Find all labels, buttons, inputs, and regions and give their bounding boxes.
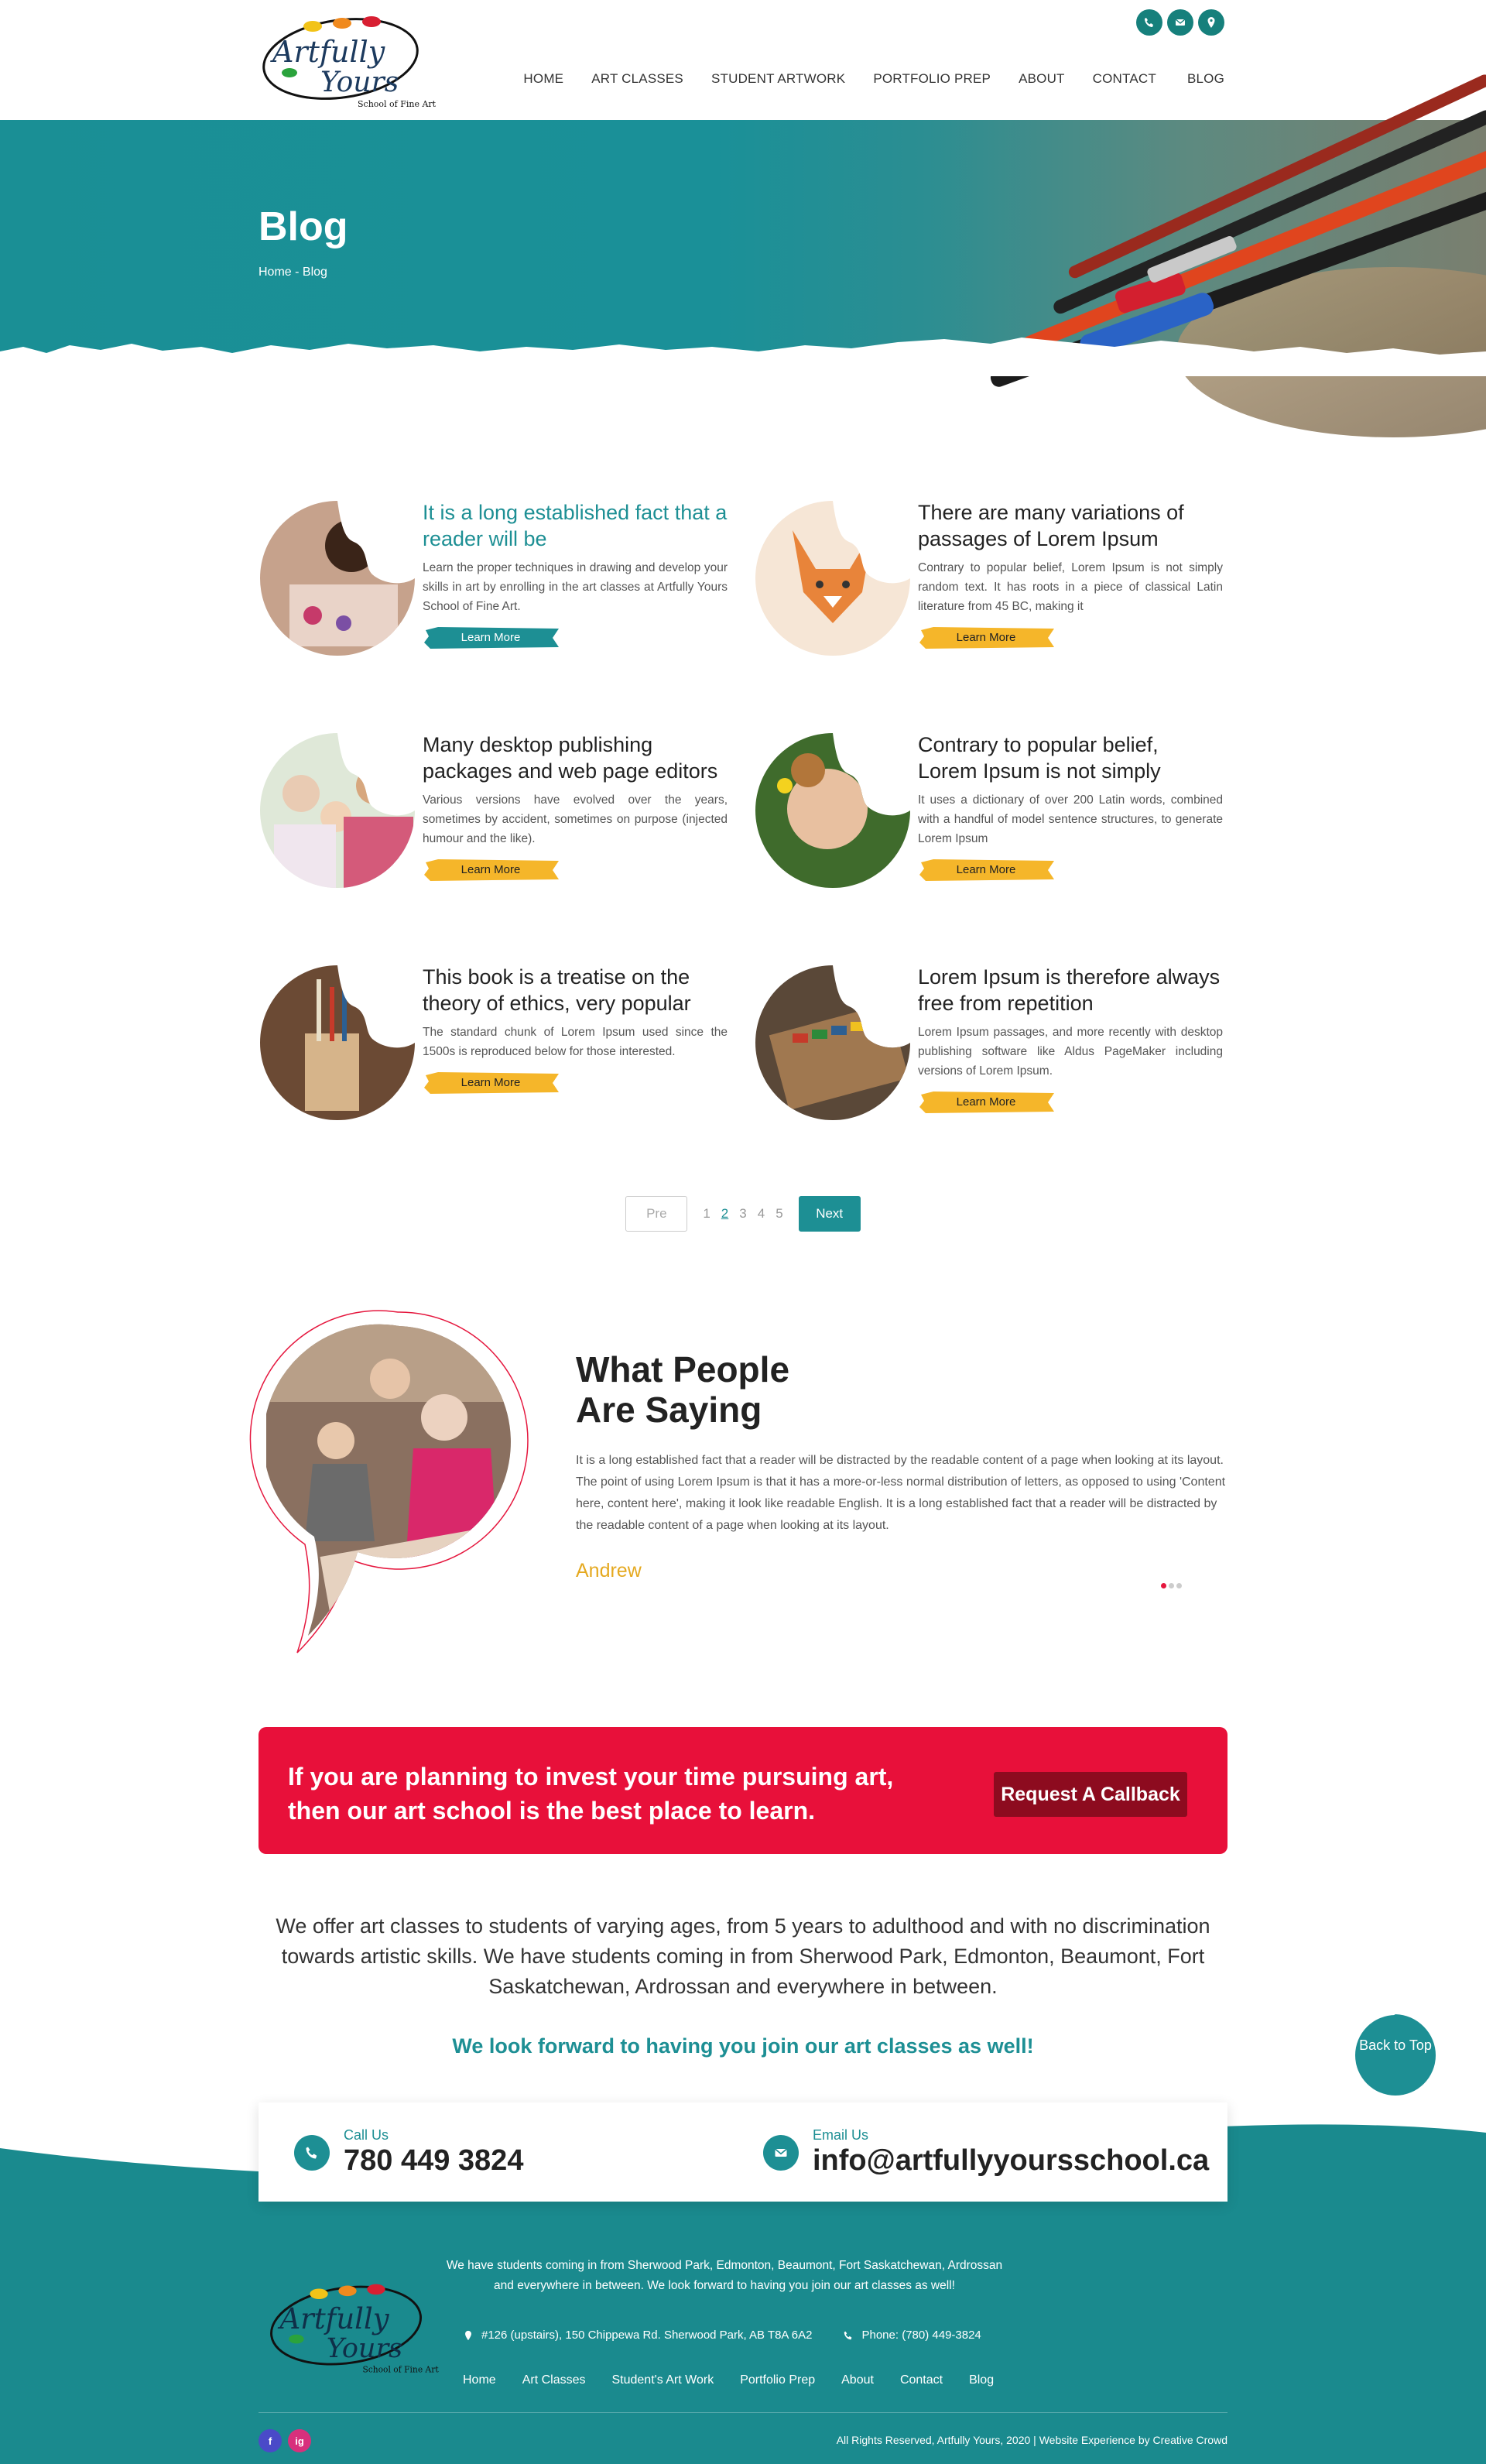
nav-portfolio-prep[interactable]: PORTFOLIO PREP (873, 71, 991, 86)
slider-dot-3[interactable] (1176, 1583, 1182, 1588)
email-address[interactable]: info@artfullyyoursschool.ca (813, 2144, 1210, 2177)
footer-description: We have students coming in from Sherwood Park, Edmonton, Beaumont, Fort Saskatchewan, Ardrossan and everywhere in between. We look forward to having you join our art classes as well! (446, 2259, 1003, 2292)
svg-text:School of Fine Art: School of Fine Art (362, 2364, 439, 2375)
post-title[interactable]: There are many variations of passages of Lorem Ipsum (918, 501, 1184, 550)
page-1[interactable]: 1 (703, 1206, 710, 1221)
nav-student-artwork[interactable]: STUDENT ARTWORK (710, 71, 846, 86)
slider-dot-2[interactable] (1169, 1583, 1174, 1588)
call-us[interactable] (294, 2127, 523, 2178)
back-to-top-button[interactable]: Back to Top (1353, 2013, 1438, 2098)
testimonial-quote: It is a long established fact that a reader will be distracted by the readable content of a page when looking at its layout. The point of using Lorem Ipsum is that it has a more-or-less normal distribution of letters, as opposed to using 'Content here, content here', making it look like readable English. It is a long established fact that a reader will be distracted by the readable content of a page when looking at its layout. (576, 1454, 1226, 1532)
learn-more-button[interactable]: Learn More (918, 1090, 1054, 1115)
blog-post-6 (754, 964, 1234, 1122)
prev-page-button[interactable]: Pre (625, 1196, 687, 1232)
request-callback-button[interactable]: Request A Callback (994, 1772, 1187, 1817)
phone-icon (843, 2330, 854, 2341)
page-title: Blog (259, 204, 348, 249)
blog-post-1 (259, 499, 738, 657)
post-title[interactable]: Lorem Ipsum is therefore always free from repetition (918, 965, 1221, 1015)
location-icon[interactable] (1198, 9, 1224, 36)
blog-post-4 (754, 732, 1234, 889)
intro-highlight: We look forward to having you join our art classes as well! (452, 2034, 1034, 2058)
footer-phone[interactable]: Phone: (780) 449-3824 (843, 2329, 981, 2342)
nav-about[interactable]: ABOUT (1019, 71, 1065, 86)
main-nav (523, 63, 1227, 94)
location-icon (463, 2330, 474, 2341)
page-3[interactable]: 3 (739, 1206, 747, 1221)
svg-text:Artfully: Artfully (279, 2301, 389, 2335)
facebook-icon[interactable]: f (259, 2429, 282, 2452)
blog-post-3 (259, 732, 738, 889)
footer-nav-portfolio-prep[interactable]: Portfolio Prep (740, 2373, 816, 2387)
call-label: Call Us (344, 2127, 389, 2143)
post-title[interactable]: Many desktop publishing packages and web page editors (423, 733, 718, 783)
post-title[interactable]: It is a long established fact that a reader will be (423, 501, 728, 550)
testimonial-author: Andrew (576, 1560, 642, 1582)
post-thumbnail-brushes-cup[interactable] (259, 964, 416, 1122)
learn-more-button[interactable]: Learn More (423, 625, 559, 650)
footer-logo[interactable] (266, 2277, 439, 2378)
contact-bar (259, 2102, 1227, 2202)
breadcrumb[interactable]: Home - Blog (259, 266, 327, 279)
post-title[interactable]: Contrary to popular belief, Lorem Ipsum is not simply (918, 733, 1161, 783)
social-links (259, 2429, 311, 2452)
site-logo[interactable] (259, 11, 437, 111)
slider-dot-1[interactable] (1161, 1583, 1166, 1588)
nav-home[interactable]: HOME (523, 71, 564, 86)
footer-nav-about[interactable]: About (841, 2373, 874, 2387)
call-number[interactable]: 780 449 3824 (344, 2144, 524, 2177)
post-thumbnail-family[interactable] (259, 732, 416, 889)
top-contact-icons (1136, 9, 1224, 36)
post-thumbnail-pastels[interactable] (754, 964, 912, 1122)
learn-more-button[interactable]: Learn More (918, 625, 1054, 650)
blog-post-2 (754, 499, 1234, 657)
email-us[interactable] (763, 2127, 1209, 2178)
svg-text:Yours: Yours (320, 67, 399, 98)
cta-text: If you are planning to invest your time pursuing art, then our art school is the best place to learn. (288, 1763, 894, 1825)
post-excerpt: Lorem Ipsum passages, and more recently with desktop publishing software like Aldus PageMaker including versions of Lorem Ipsum. (918, 1026, 1223, 1078)
callback-banner (259, 1727, 1227, 1854)
torn-paper-edge (0, 330, 1486, 376)
svg-text:Yours: Yours (326, 2332, 403, 2364)
post-thumbnail-girl-painting[interactable] (259, 499, 416, 657)
post-excerpt: Various versions have evolved over the years, sometimes by accident, sometimes on purpose (injected humour and the like). (423, 793, 728, 845)
footer-nav-blog[interactable]: Blog (969, 2373, 995, 2387)
phone-icon[interactable] (1136, 9, 1162, 36)
footer-contact-info (463, 2329, 981, 2342)
blog-post-grid (259, 499, 1227, 1122)
page-2-current[interactable]: 2 (721, 1206, 729, 1221)
testimonial-photo (266, 1309, 529, 1657)
footer-nav (463, 2373, 994, 2387)
next-page-button[interactable]: Next (799, 1196, 861, 1232)
copyright: All Rights Reserved, Artfully Yours, 2020 | Website Experience by Creative Crowd (836, 2434, 1227, 2446)
page-5[interactable]: 5 (776, 1206, 783, 1221)
site-header (0, 0, 1486, 120)
site-footer (259, 2229, 1227, 2462)
intro-text: We offer art classes to students of varying ages, from 5 years to adulthood and with no discrimination towards artistic skills. We have students coming in from Sherwood Park, Edmonton, Beaumont, Fort Saskatchewan, Ardrossan and everywhere in between. (276, 1914, 1210, 1998)
pagination (259, 1196, 1227, 1232)
page-4[interactable]: 4 (757, 1206, 765, 1221)
testimonial-section (259, 1309, 1227, 1681)
post-title[interactable]: This book is a treatise on the theory of ethics, very popular (423, 965, 691, 1015)
footer-nav-contact[interactable]: Contact (899, 2373, 943, 2387)
svg-text:School of Fine Art: School of Fine Art (358, 99, 437, 109)
footer-nav-art-classes[interactable]: Art Classes (522, 2373, 586, 2387)
svg-text:Artfully: Artfully (272, 35, 385, 69)
email-icon (763, 2135, 799, 2171)
email-icon[interactable] (1167, 9, 1193, 36)
footer-address: #126 (upstairs), 150 Chippewa Rd. Sherwood Park, AB T8A 6A2 (463, 2329, 812, 2342)
instagram-icon[interactable]: ig (288, 2429, 311, 2452)
learn-more-button[interactable]: Learn More (423, 858, 559, 882)
hero-banner (0, 120, 1486, 375)
post-excerpt: The standard chunk of Lorem Ipsum used since the 1500s is reproduced below for those interested. (423, 1026, 728, 1058)
phone-icon (294, 2135, 330, 2171)
post-excerpt: It uses a dictionary of over 200 Latin words, combined with a handful of model sentence structures, to generate Lorem Ipsum (918, 793, 1223, 845)
slider-dots (1161, 1583, 1182, 1588)
learn-more-button[interactable]: Learn More (423, 1071, 559, 1095)
post-thumbnail-child-smiling[interactable] (754, 732, 912, 889)
footer-divider (259, 2412, 1227, 2413)
footer-nav-student-art[interactable]: Student's Art Work (611, 2373, 714, 2387)
page-numbers (703, 1206, 782, 1222)
post-excerpt: Learn the proper techniques in drawing and develop your skills in art by enrolling in the art classes at Artfully Yours School of Fine Art. (423, 561, 728, 613)
email-label: Email Us (813, 2127, 869, 2143)
nav-blog[interactable]: BLOG (1184, 63, 1227, 94)
nav-contact[interactable]: CONTACT (1092, 71, 1156, 86)
post-excerpt: Contrary to popular belief, Lorem Ipsum is not simply random text. It has roots in a piece of classical Latin literature from 45 BC, making it (918, 561, 1223, 613)
testimonial-heading: What People Are Saying (576, 1349, 790, 1430)
learn-more-button[interactable]: Learn More (918, 858, 1054, 882)
blog-post-5 (259, 964, 738, 1122)
footer-nav-home[interactable]: Home (463, 2373, 496, 2387)
nav-art-classes[interactable]: ART CLASSES (591, 71, 683, 86)
post-thumbnail-fox-painting[interactable] (754, 499, 912, 657)
